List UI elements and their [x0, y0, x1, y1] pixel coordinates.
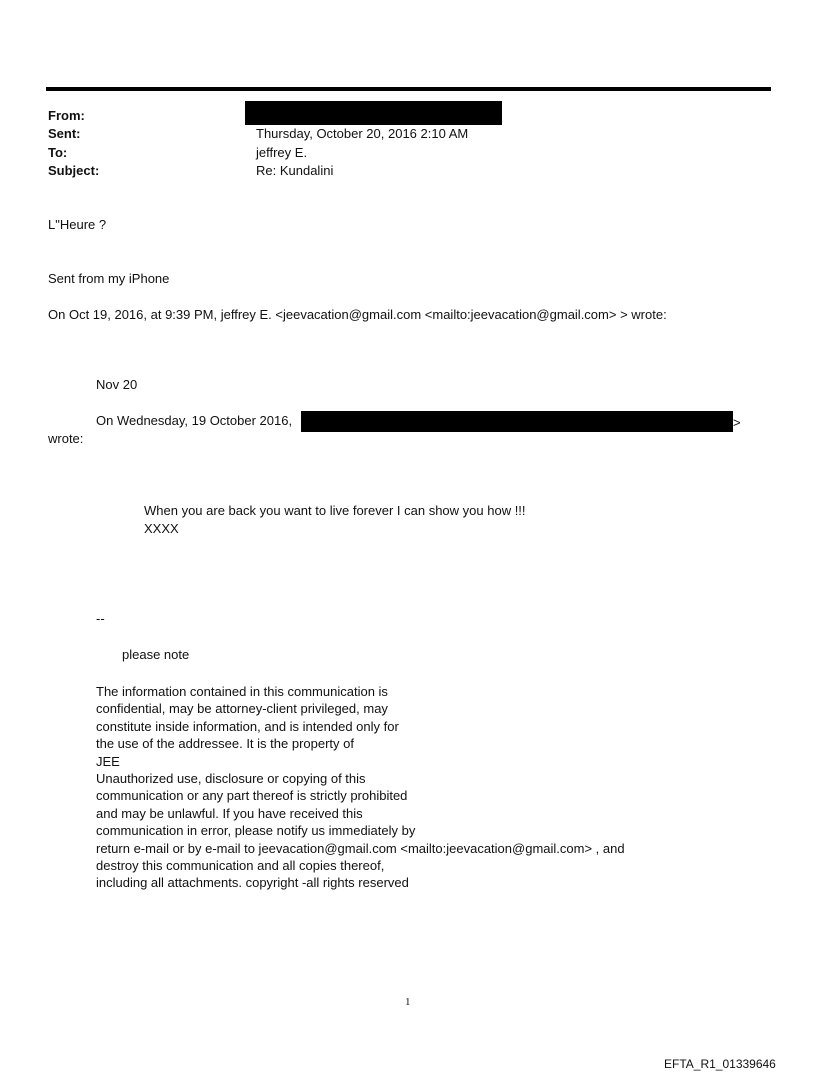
sent-from-iphone: Sent from my iPhone	[48, 271, 170, 286]
document-id: EFTA_R1_01339646	[664, 1057, 776, 1071]
redacted-sender	[245, 101, 502, 125]
disclaimer-line: return e-mail or by e-mail to jeevacation@gmail.com <mailto:jeevacation@gmail.com> , and	[96, 840, 625, 856]
disclaimer-line: JEE	[96, 753, 120, 769]
sent-value: Thursday, October 20, 2016 2:10 AM	[256, 126, 469, 141]
disclaimer-line: communication or any part thereof is strictly prohibited	[96, 788, 408, 804]
from-label: From:	[48, 108, 85, 123]
header-rule	[46, 87, 771, 91]
disclaimer-line: confidential, may be attorney-client privileged, may	[96, 701, 388, 717]
message-line-1: When you are back you want to live forever I can show you how !!!	[144, 503, 526, 518]
subject-label: Subject:	[48, 163, 100, 178]
to-label: To:	[48, 145, 68, 160]
disclaimer-line: including all attachments. copyright -all rights reserved	[96, 875, 409, 891]
disclaimer-line: and may be unlawful. If you have received this	[96, 805, 363, 821]
nested-intro: On Wednesday, 19 October 2016,	[96, 413, 293, 428]
disclaimer-line: the use of the addressee. It is the property of	[96, 736, 354, 752]
disclaimer-line: constitute inside information, and is intended only for	[96, 718, 399, 734]
message-line-2: XXXX	[144, 521, 179, 536]
disclaimer-line: Unauthorized use, disclosure or copying of this	[96, 770, 366, 786]
reply-text: Nov 20	[96, 377, 138, 392]
disclaimer-line: The information contained in this communication is	[96, 684, 388, 699]
redacted-nested-sender	[301, 411, 733, 432]
please-note: please note	[122, 647, 190, 662]
subject-value: Re: Kundalini	[256, 163, 334, 178]
nested-intro-end: >	[733, 415, 741, 430]
nested-wrote: wrote:	[48, 431, 84, 446]
to-value: jeffrey E.	[256, 145, 308, 160]
disclaimer-line: communication in error, please notify us immediately by	[96, 823, 416, 839]
quote-intro: On Oct 19, 2016, at 9:39 PM, jeffrey E. <jeevacation@gmail.com <mailto:jeevacation@gmail.com> > wrote:	[48, 307, 667, 322]
body-line-1: L"Heure ?	[48, 217, 107, 232]
signature-dash: --	[96, 611, 105, 626]
sent-label: Sent:	[48, 126, 81, 141]
disclaimer	[96, 683, 625, 892]
page-number: 1	[405, 996, 411, 1008]
disclaimer-line: destroy this communication and all copies thereof,	[96, 857, 385, 873]
